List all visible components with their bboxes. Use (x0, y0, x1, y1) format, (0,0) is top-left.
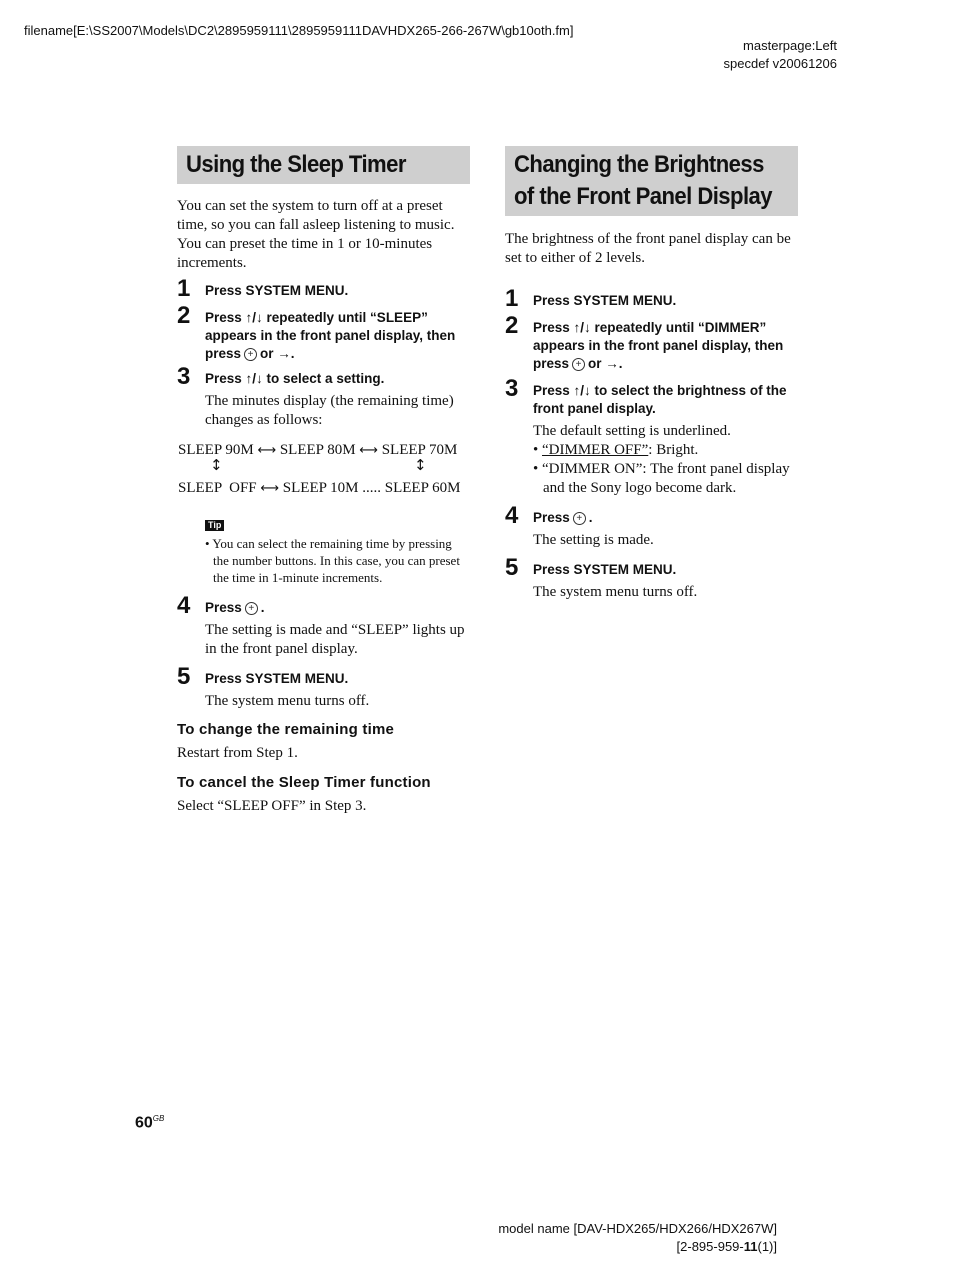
right-column (505, 146, 798, 602)
step-body: The setting is made and “SLEEP” lights up in the front panel display. (205, 622, 465, 657)
step-title: Press SYSTEM MENU. (533, 293, 677, 308)
default-setting-label: “DIMMER OFF” (542, 442, 649, 458)
filename-line: filename[E:\SS2007\Models\DC2\2895959111\2895959111DAVHDX265-266-267W\gb10oth.fm] (24, 23, 574, 38)
step-body: The system menu turns off. (205, 693, 370, 709)
tip-text: • You can select the remaining time by pressing the number buttons. In this case, you can preset the time in 1-minute increments. (205, 536, 460, 585)
step-number: 4 (177, 592, 191, 619)
step-title: Press ↑/↓ to select the brightness of the front panel display. (533, 383, 787, 416)
brightness-step-4 (505, 502, 798, 550)
section-title-line-1: Changing the Brightness (514, 151, 764, 178)
brightness-step-3 (505, 375, 798, 498)
enter-button-icon (573, 512, 586, 525)
section-title-line-2: of the Front Panel Display (514, 183, 773, 210)
double-arrow-icon: ⟷ (359, 443, 378, 458)
brightness-step-1 (505, 285, 798, 312)
vertical-double-arrow-icon: ↕ (414, 456, 427, 474)
step-title: Press ↑/↓ to select a setting. (205, 371, 385, 386)
tip-badge: Tip (205, 520, 224, 531)
step-title: Press SYSTEM MENU. (533, 562, 677, 577)
step-number: 5 (505, 554, 519, 581)
step-title-text: Press (205, 600, 242, 615)
step-title-or: or (260, 346, 274, 361)
seq-item: SLEEP OFF (178, 480, 257, 496)
step-body: The minutes display (the remaining time) changes as follows: (205, 393, 454, 428)
subhead-change-remaining-time: To change the remaining time (177, 721, 395, 738)
step-title: Press SYSTEM MENU. (205, 671, 349, 686)
section-heading-box (177, 146, 470, 184)
step-body: The default setting is underlined. (533, 423, 731, 439)
sleep-step-2 (177, 302, 470, 363)
brightness-intro: The brightness of the front panel display can be set to either of 2 levels. (505, 231, 791, 266)
vertical-double-arrow-icon: ↕ (210, 456, 223, 474)
sleep-sequence-diagram (177, 441, 470, 497)
step-number: 3 (177, 363, 191, 390)
step-number: 2 (505, 312, 519, 339)
cancel-sleep-text: Select “SLEEP OFF” in Step 3. (177, 798, 367, 814)
part-code (677, 1238, 777, 1256)
page-number-suffix: GB (152, 1114, 165, 1123)
enter-button-icon (244, 348, 257, 361)
brightness-step-2 (505, 312, 798, 373)
part-code-prefix: [2-895-959- (676, 1239, 744, 1254)
step-title-text: Press (533, 510, 570, 525)
seq-item: SLEEP 70M (381, 442, 458, 458)
step-title (533, 509, 798, 527)
specdef-label: specdef v20061206 (723, 56, 837, 71)
step-number: 5 (177, 663, 191, 690)
brightness-step-5 (505, 554, 798, 602)
double-arrow-icon: ⟷ (257, 443, 277, 458)
masterpage-label: masterpage:Left (743, 38, 837, 53)
step-body: The setting is made. (533, 532, 654, 548)
step-title-period: . (588, 510, 593, 525)
tip-block (177, 515, 470, 586)
enter-button-icon (245, 602, 258, 615)
step-title-arrow: →. (605, 356, 623, 371)
sleep-step-3 (177, 363, 470, 430)
part-code-suffix: (1)] (757, 1239, 777, 1254)
section-title-sleep-timer: Using the Sleep Timer (186, 151, 406, 178)
section-heading-box (505, 146, 798, 216)
part-code-bold: 11 (743, 1239, 758, 1254)
left-column (177, 146, 470, 816)
model-name: model name [DAV-HDX265/HDX266/HDX267W] (498, 1221, 777, 1236)
step-title: Press SYSTEM MENU. (205, 283, 349, 298)
step-number: 1 (177, 275, 191, 302)
step-title-arrow: →. (277, 346, 295, 361)
double-arrow-icon: ⟷ (260, 481, 280, 496)
step-title-period: . (260, 600, 265, 615)
step-number: 1 (505, 285, 519, 312)
page-number (135, 1114, 164, 1132)
change-remaining-text: Restart from Step 1. (177, 745, 298, 761)
seq-item: SLEEP 10M (282, 480, 359, 496)
bullet-text: “DIMMER ON”: The front panel display and the Sony logo become dark. (542, 461, 790, 496)
seq-item: SLEEP 60M (384, 480, 461, 496)
bullet-dimmer-on: • “DIMMER ON”: The front panel display and the Sony logo become dark. (533, 461, 790, 496)
seq-ellipsis: ..... (362, 480, 381, 496)
sleep-step-4 (177, 592, 470, 659)
step-title-text: Press ↑/↓ repeatedly until “SLEEP” appears in the front panel display, then press (205, 310, 456, 361)
sleep-step-1 (177, 275, 470, 302)
step-title-or: or (588, 356, 602, 371)
bullet-rest: : Bright. (648, 442, 699, 458)
step-title (205, 599, 470, 617)
step-number: 3 (505, 375, 519, 402)
step-body: The system menu turns off. (533, 584, 698, 600)
sequence-row-2 (178, 479, 460, 498)
bullet-dimmer-off: • “DIMMER OFF”: Bright. (533, 442, 699, 458)
seq-item: SLEEP 80M (279, 442, 356, 458)
sleep-intro: You can set the system to turn off at a preset time, so you can fall asleep listening to music. You can preset the time in 1 or 10-minutes increments. (177, 198, 455, 271)
step-title (533, 319, 798, 373)
step-title (205, 309, 470, 363)
step-number: 2 (177, 302, 191, 329)
seq-item: SLEEP 90M (178, 442, 254, 458)
subhead-cancel-sleep-timer: To cancel the Sleep Timer function (177, 774, 431, 791)
step-number: 4 (505, 502, 519, 529)
sleep-step-5 (177, 663, 470, 711)
step-title-text: Press ↑/↓ repeatedly until “DIMMER” appears in the front panel display, then press (533, 320, 784, 371)
enter-button-icon (572, 358, 585, 371)
page-number-value: 60 (135, 1114, 153, 1132)
